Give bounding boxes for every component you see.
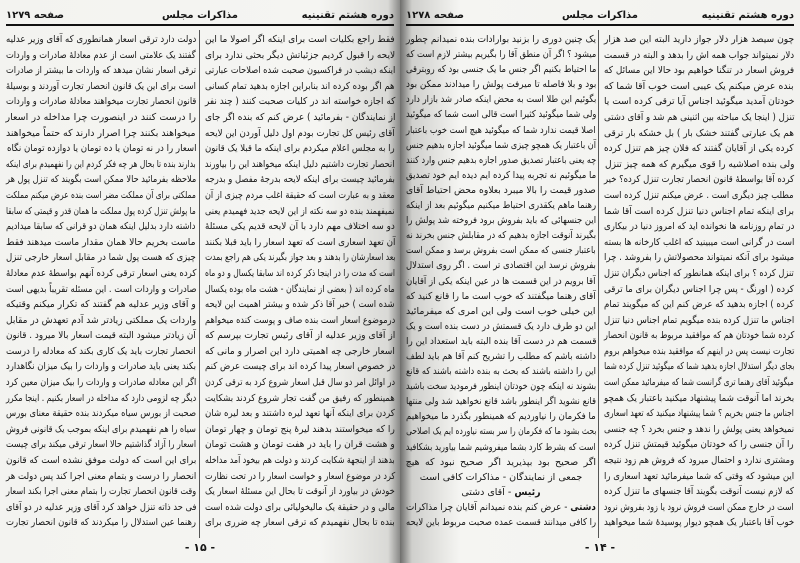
text-line bbox=[6, 282, 196, 298]
text-line bbox=[205, 406, 395, 422]
line-text: کرده ) اجازه بدهید که عرض کنم این که میگویند تمام bbox=[604, 299, 794, 311]
text-line bbox=[406, 485, 596, 500]
text-line bbox=[604, 313, 794, 329]
text-line bbox=[6, 188, 196, 204]
line-text: اصلا قیمت ندارد شما که میگوئید هیچ است خوب باعتبار bbox=[406, 124, 596, 136]
line-text: ما احتیاط بکنیم اگر جنس ما یک جنسی بود که روبترقی bbox=[405, 64, 596, 76]
line-text: خودتان آمدید میگوئید اجناس آیا ترقی کرده است یا bbox=[603, 96, 794, 108]
line-text: درموضوع اسعار است بنده صاف و پوست کنده میخواهم bbox=[204, 314, 395, 326]
text-line bbox=[604, 375, 794, 391]
line-text: تجارت نیست پس در اینهم که موافقید بنده میخواهم بروم bbox=[603, 345, 794, 357]
line-text: این میشود که وقتی که شما میفرمائید تعهد اسعاری را bbox=[603, 470, 794, 482]
line-text: دیگر چه لزومی دارد که مداخله در اسعار بکنیم . اینجا مکرر bbox=[5, 392, 196, 404]
text-line bbox=[6, 344, 196, 360]
text-line bbox=[205, 422, 395, 438]
text-line bbox=[406, 228, 596, 243]
line-text: را آن جنسی را که خودتان میگوئید قیمتش تنزل کرده bbox=[604, 439, 794, 451]
line-text: است برای این یک قانون انحصار تجارت آوردند و بوسیلهٔ bbox=[6, 80, 196, 92]
line-text: هم اگر بوده کرده اند بنابراین اجازه بدهید تمام کسانی bbox=[205, 80, 395, 92]
line-text: گفتند یک علامتی است از عدم معادلهٔ صادرات و واردات bbox=[6, 49, 196, 61]
line-text: در تمام روزنامه ها نخوانده اید که امروز دنیا در بیکاری bbox=[603, 221, 794, 233]
volume-title: دوره هشتم تقنینیه bbox=[701, 10, 794, 21]
line-text: برای این است که دولت موفق نشده است که قانون bbox=[5, 455, 196, 467]
text-line bbox=[604, 282, 794, 298]
text-line bbox=[406, 123, 596, 138]
text-line bbox=[205, 204, 395, 220]
page-header bbox=[6, 6, 394, 26]
text-line bbox=[6, 204, 196, 220]
line-text: انحصار تجارت باید یک کاری بکند که معادله را درست bbox=[6, 345, 196, 357]
column-divider bbox=[598, 30, 599, 538]
speaker-name: دشتی bbox=[570, 501, 596, 513]
speech-text: - آقای دشتی bbox=[461, 486, 515, 498]
line-text: معقد و به عبارت است که حقیقة اغلب مردم چیزی از آن bbox=[205, 189, 395, 201]
line-text: اسعار خارجی چه اهمیتی دارد این اصرار و مانی که bbox=[205, 345, 395, 357]
line-text: ومشتری ندارد و احتمال میرود که فروش هم زود نتیجه bbox=[603, 455, 794, 467]
text-line bbox=[6, 313, 196, 329]
line-text: از نمایندگان - بفرمائید ) عرض کنم که بنده اگر جای bbox=[204, 111, 395, 123]
line-text: ماه کرده اند ( بعضی از نمایندگان - هشت ماه بوده یکسال bbox=[205, 283, 395, 295]
text-line bbox=[205, 141, 395, 157]
line-text: دولت دارد ترقی اسعار همانطوری که آقای وزیر عدلیه bbox=[5, 34, 196, 45]
text-line bbox=[406, 274, 596, 289]
text-line bbox=[604, 297, 794, 313]
line-text: بعد اسعارشان را بدهند و بعد جواز بگیرند یکی هم راجع بمدت bbox=[204, 252, 395, 264]
column-left bbox=[406, 32, 596, 530]
text-line bbox=[6, 375, 196, 391]
line-text: اگر این معادله صادرات و واردات را بیک میزان معین کرد bbox=[5, 377, 196, 389]
text-line bbox=[205, 79, 395, 95]
line-text: اسعار را آزاد گذاشتیم حالا اسعار ترقی میکند برای چیست bbox=[5, 439, 196, 451]
text-line bbox=[604, 515, 794, 531]
text-line bbox=[406, 258, 596, 273]
line-text: این را داشته باشند که بحث به بنده داشته باشند که قانع bbox=[406, 366, 596, 378]
line-text: ما میگوئیم نه تجربه پیدا کرده ایم دیده ایم خود تصدیق bbox=[405, 169, 596, 181]
text-line bbox=[604, 328, 794, 344]
text-line bbox=[406, 409, 596, 424]
text-line bbox=[205, 126, 395, 142]
line-text: چون سیصد هزار دلار جواز دارید البته این صد هزار bbox=[603, 34, 794, 45]
text-line bbox=[604, 204, 794, 220]
text-line bbox=[205, 188, 395, 204]
line-text: ما پولش تنزل کرده پول مملکت ما همان قدر و قیمتی که سابقا bbox=[6, 205, 196, 217]
line-text: را که میخواستند بدهند لیرهٔ پنج تومان و چهار تومان bbox=[205, 423, 395, 435]
column-divider bbox=[199, 30, 200, 538]
text-line bbox=[205, 219, 395, 235]
text-line bbox=[205, 250, 395, 266]
text-line bbox=[205, 469, 395, 485]
line-text: میشود برای آنکه نمیتواند محصولاتش را بفروشد . چرا bbox=[603, 252, 794, 264]
text-line bbox=[604, 453, 794, 469]
text-line bbox=[406, 213, 596, 228]
text-line bbox=[406, 334, 596, 349]
text-line bbox=[604, 188, 794, 204]
text-line bbox=[205, 375, 395, 391]
running-title: مذاکرات مجلس bbox=[161, 10, 238, 21]
line-text: نمیفهمند بنده دو سه نکته از این لایحه جدید فهمیدم یعنی bbox=[205, 205, 395, 217]
line-text: هم یک عبارتی گفتند خشک بار ) بل خشکه بار ترقی bbox=[604, 127, 794, 139]
text-line bbox=[205, 172, 395, 188]
line-text: باعتبار جنسی که ممکن است بفروش برسد و ممکن است bbox=[406, 245, 596, 257]
page-label: صفحه ۱۲۷۸ bbox=[406, 10, 465, 21]
line-text: کرده شما خودتان هم که موافقید مربوط به قانون انحصار bbox=[603, 330, 794, 342]
text-line bbox=[604, 94, 794, 110]
text-line bbox=[604, 359, 794, 375]
line-text: فروش اسعار در تنگنا خواهیم بود حالا این مسائل که bbox=[603, 65, 794, 77]
text-line bbox=[6, 266, 196, 282]
line-text: را کافی میدانند قسمت عمده صحبت مربوط باین لایحه bbox=[405, 517, 596, 528]
text-line bbox=[6, 94, 196, 110]
line-text: چیزی که هست پول شما در مقابل اسعار خارجی تنزل bbox=[6, 252, 196, 264]
line-text: آن باعتبار یک همچو چیزی شما میگوئید اجازه بدهیم جنس bbox=[406, 139, 596, 151]
line-text: بفروش نرسد این اقتصادی تر است . اگر روی استدلال bbox=[406, 260, 596, 272]
line-text: فی حد ذاته تنزل خواهد کرد آقای وزیر عدلیه در دو آقای bbox=[5, 501, 196, 513]
line-text: نمیخواهد یعنی پولش را ندهد و جنس بخرد ؟ چه جنسی bbox=[603, 423, 794, 435]
line-text: یک چنین دوری را بزنید بوارادات بنده نمیدانم چطور bbox=[405, 34, 596, 45]
text-line bbox=[604, 141, 794, 157]
text-line bbox=[205, 484, 395, 500]
speech-text: - عرض کنم بنده نمیدانم آقایان چرا مذاکرات bbox=[406, 501, 571, 513]
line-text: خوب آقا باعتبار یک همچو دیوار پوسیدهٔ شما میخواهید bbox=[603, 517, 794, 529]
line-text: میشود ؟ اگر آن منطق آقا را بگیریم بیشتر لازم است که bbox=[405, 49, 596, 61]
text-line bbox=[406, 455, 596, 470]
line-text: آقا برویم در این قسمت ها در عین اینکه یکی از آقایان bbox=[406, 275, 596, 287]
page-header bbox=[406, 6, 794, 26]
line-text: است در گرانی است میبینید که اغلب کارخانه ها بسته bbox=[603, 236, 794, 248]
line-text: این دو طرف دارد یک قسمتش در دست بنده است و یک bbox=[406, 320, 596, 332]
text-line bbox=[406, 349, 596, 364]
text-line bbox=[205, 359, 395, 375]
text-line bbox=[406, 153, 596, 168]
line-text: اینکه دیشب در فراکسیون صحبت شده اصلاحات عبارتی bbox=[204, 65, 395, 77]
text-line bbox=[6, 500, 196, 516]
line-text: ترقی اسعار نشان میدهد که واردات ما بیشتر از صادرات bbox=[5, 65, 196, 77]
text-line bbox=[6, 328, 196, 344]
text-line bbox=[604, 250, 794, 266]
text-line bbox=[604, 500, 794, 516]
line-text: و هشت قران را باید در هفت تومان و هشت تومان bbox=[205, 439, 395, 451]
line-text: ولی شما میگوئید کثیرا است قالی است شما که میگوئید bbox=[405, 109, 596, 121]
line-text: اجناس ما جنس بخریم ؟ شما پیشنهاد میکنید که تعهد اسعاری bbox=[604, 408, 794, 420]
line-text: در اوائل امر دو سال قبل اسعار شروع کرد به ترقی کردن bbox=[204, 377, 395, 389]
line-text: بکند یعنی باید صادرات و واردات را بیک میزان نگاهدارد bbox=[6, 361, 196, 373]
text-line bbox=[6, 141, 196, 157]
text-line bbox=[604, 344, 794, 360]
text-line bbox=[6, 422, 196, 438]
line-text: بفرمائید چیست برای اینکه لایحه بدرجهٔ مفصل و بدرجه bbox=[205, 174, 395, 186]
text-line bbox=[604, 235, 794, 251]
header-rule bbox=[406, 24, 794, 26]
line-text: در خصوص اسعار پیدا کرده اند برای چیست عرض کنم bbox=[204, 361, 395, 373]
text-line bbox=[604, 266, 794, 282]
text-line bbox=[205, 344, 395, 360]
line-text: است که بشرط کارد بشما میفروشیم شما بیاورید بشکافید bbox=[406, 441, 596, 453]
line-text: این جنسهائی که باید بفروش برود فروخته شد پولش را bbox=[405, 215, 596, 227]
text-line bbox=[406, 424, 596, 439]
line-text: است در خارج ممکن است فروش نرود یا زود بفروش نرود bbox=[604, 501, 794, 513]
text-line bbox=[6, 437, 196, 453]
text-line bbox=[604, 391, 794, 407]
text-line bbox=[406, 394, 596, 409]
text-line bbox=[406, 243, 596, 258]
line-text: برای اینکه تمام اجناس دنیا تنزل کرده است آقا شما bbox=[603, 205, 794, 217]
running-title: مذاکرات مجلس bbox=[561, 10, 638, 21]
text-line bbox=[6, 126, 196, 142]
text-line bbox=[205, 328, 395, 344]
text-line bbox=[406, 107, 596, 122]
line-text: این خیلی خوب است ولی این امری که میفرمائید bbox=[406, 305, 596, 317]
text-line bbox=[604, 172, 794, 188]
line-text: را درست کنند در اینصورت چرا مداخله در اسعار bbox=[5, 111, 196, 123]
line-text: صدور قیمت را بالا میبرد بعلاوه محض احتیاط آقای bbox=[406, 184, 596, 196]
line-text: بنده عرض میکنم یک عیبی است خوب آقا شما که bbox=[604, 80, 794, 92]
text-line bbox=[6, 359, 196, 375]
text-line bbox=[406, 440, 596, 455]
line-text: دو سه اختلاف مهم دارد با آن لایحه قدیم یکی مسئلهٔ bbox=[205, 221, 395, 233]
column-right bbox=[604, 32, 794, 531]
line-text: بدهند از اینجهة شکایت کردند و دولت هم بیخود آمد مداخله bbox=[205, 455, 395, 467]
line-text: و آقای وزیر عدلیه هم گفتند که تکرار میکنم وقتیکه bbox=[6, 299, 196, 311]
text-line bbox=[205, 110, 395, 126]
line-text: کرد در موضوع اسعار و خواست اسعار را در تحت نظارت bbox=[204, 470, 395, 482]
text-line bbox=[6, 453, 196, 469]
text-line bbox=[6, 32, 196, 48]
text-line bbox=[604, 63, 794, 79]
text-line bbox=[604, 219, 794, 235]
line-text: دلار نمیتواند جواب همه اش را بدهد و البته در قسمت bbox=[603, 49, 794, 61]
line-text: قانون انحصار تجارت میخواهند معادلهٔ صادرات و واردات bbox=[5, 96, 196, 108]
speaker-name: رئیس bbox=[514, 486, 541, 498]
line-text: که لازم نیست آنوقت بگویند آقا جنسهای ما تنزل کرده bbox=[604, 486, 794, 498]
line-text: اجناس ما تنزل کرده بنده میگویم تمام اجناس دنیا تنزل bbox=[603, 314, 794, 326]
text-line bbox=[6, 63, 196, 79]
line-text: واردات یک مملکتی زیادتر شد آدم تعهدش در مقابل bbox=[5, 314, 196, 326]
line-text: فقط راجع بکلیات است برای اینکه اگر اصولا ما این bbox=[205, 34, 395, 45]
line-text: میخواهند بکنند چرا اصرار دارند که حتماً میخواهند bbox=[6, 127, 196, 139]
line-text: بود و بلا فاصله تا میرفت پولش را میدادند ممکن بود bbox=[405, 79, 596, 91]
line-text: رهنما ماهم یکقدری احتیاط میکنیم میگوئیم بعد از اینکه bbox=[405, 200, 596, 212]
text-line bbox=[406, 92, 596, 107]
text-line bbox=[406, 32, 596, 47]
line-text: از آقای وزیر عدلیه از آقای رئیس تجارت بپرسم که bbox=[204, 330, 395, 342]
text-line bbox=[205, 391, 395, 407]
text-line bbox=[604, 79, 794, 95]
line-text: صادرات و واردات است . این مسئله تقریباً بدیهی است bbox=[5, 283, 196, 295]
interjection: جمعی از نمایندگان - مذاکرات کافی است bbox=[419, 471, 583, 483]
text-line bbox=[6, 484, 196, 500]
text-line bbox=[6, 469, 196, 485]
line-text: شده است ) خیر آقا ذکر شده و بیشتر اهمیت این لایحه bbox=[205, 299, 395, 311]
text-line bbox=[6, 48, 196, 64]
line-text: را به مجلس اعلام میکردم برای اینکه ما قبلا یک قانون bbox=[205, 143, 395, 155]
text-line bbox=[205, 235, 395, 251]
text-line bbox=[6, 297, 196, 313]
text-line bbox=[604, 437, 794, 453]
line-text: رهنما عین استدلال را میکردند که قانون انحصار تجارت bbox=[6, 517, 196, 529]
text-line bbox=[406, 138, 596, 153]
line-text: داشته دارد بدلیل اینکه همان دو قرانی که سابقا میدادیم bbox=[6, 221, 196, 233]
text-line bbox=[205, 297, 395, 313]
text-line bbox=[604, 469, 794, 485]
text-line bbox=[604, 406, 794, 422]
line-text: آقای رهنما میگفتند که خوب است ما را قانع کنید که bbox=[406, 290, 596, 302]
header-rule bbox=[6, 24, 394, 26]
text-line bbox=[604, 32, 794, 48]
line-text: ملاحظه بفرمائید حالا ممکن است بگویند که تنزل پول هر bbox=[5, 174, 196, 186]
line-text: کرده آقا بواسطهٔ قانون انحصار تجارت تنزل کرده؟ خیر bbox=[603, 174, 794, 186]
text-line bbox=[6, 406, 196, 422]
line-text: آقای رئیس کل تجارت بودم اول دلیل آوردن این لایحه bbox=[205, 127, 395, 139]
text-line bbox=[6, 235, 196, 251]
text-line bbox=[6, 391, 196, 407]
text-line bbox=[205, 282, 395, 298]
line-text: کرده یکی از آقایان گفتند که فلان چیز هم تنزل کرده bbox=[604, 143, 794, 155]
line-text: آن تعهد اسعاری است که تعهد اسعار را باید قبلا بکنند bbox=[204, 236, 395, 248]
line-text: میگوئید آقای رهنما تری گرانست شما که میفرمائید ممکن است bbox=[604, 377, 794, 389]
line-text: تنزل کرده ؟ برای اینکه همانطور که اجناس دیگران تنزل bbox=[604, 267, 794, 279]
line-text: مطلب چیز دیگری است . عرض میکنم تنزل کرده است bbox=[604, 189, 794, 201]
text-line bbox=[604, 484, 794, 500]
text-line bbox=[6, 157, 196, 173]
right-page bbox=[400, 0, 800, 563]
text-line bbox=[406, 379, 596, 394]
text-line bbox=[406, 515, 596, 530]
line-text: انحصار تجارت داشتیم دلیل اینکه میخواهند این را بیاورند bbox=[205, 158, 395, 170]
text-line bbox=[604, 48, 794, 64]
text-line bbox=[406, 500, 596, 515]
text-line bbox=[406, 470, 596, 485]
line-text: داشته باشم که مطلب را تشریح کنم آقا هم باید لطف bbox=[406, 350, 596, 362]
text-line bbox=[406, 168, 596, 183]
line-text: مالی و در حقیقة یک مالیخولیائی برای دولت شده است bbox=[205, 501, 395, 513]
line-text: است که مدت را در اینجا ذکر کرده اند سابقا یکسال و دو ماه bbox=[204, 267, 395, 279]
page-label: صفحه ۱۲۷۹ bbox=[6, 10, 65, 21]
line-text: قانع نشوید اگر اینطور باشد قانع نخواهید شد ولی منتها bbox=[405, 396, 596, 408]
text-line bbox=[6, 515, 196, 531]
line-text: ما فکرمان را نیاوردیم که همینطور بگذرد ما میخواهیم bbox=[406, 411, 596, 423]
text-line bbox=[6, 250, 196, 266]
line-text: صحبت از بورس سیاه میکردند بنده حقیقة معنای بورس bbox=[5, 408, 196, 420]
text-line bbox=[406, 319, 596, 334]
text-line bbox=[604, 422, 794, 438]
line-text: مملکتی برای آن مملکت مضر است بنده عرض میکنم مملکت bbox=[6, 189, 196, 201]
line-text: اسعار را در نه تومان یا ده تومان یا دوازده تومان نگاه bbox=[6, 143, 196, 155]
line-text: بشوند نه اینکه چون خودتان اینطور فرمودید سخت باشید bbox=[405, 381, 596, 393]
text-line bbox=[205, 266, 395, 282]
line-text: لایحه را قبول کردیم جزئیاتش دیگر بحثی ندارد برای bbox=[204, 49, 395, 61]
line-text: آن زیادتر میشود البته قیمت اسعار بالا میرود . قانون bbox=[6, 330, 196, 342]
line-text: بگیرند آنوقت اجازه بدهیم که در مقابلش جنس بخرند نه bbox=[405, 230, 596, 242]
text-line bbox=[406, 183, 596, 198]
line-text: که اجازه خواسته اند در کلیات صحبت کنند ( چند نفر bbox=[204, 96, 395, 108]
text-line bbox=[406, 77, 596, 92]
text-line bbox=[6, 79, 196, 95]
line-text: بگوئیم این طلا است به محض اینکه صادر شد بازار دارد bbox=[405, 94, 596, 106]
volume-title: دوره هشتم تقنینیه bbox=[301, 10, 394, 21]
line-text: بدارند بنده تا بحال هر چه فکر کردم این را نفهمیدم برای اینکه bbox=[6, 158, 196, 170]
text-line bbox=[604, 126, 794, 142]
text-line bbox=[205, 437, 395, 453]
text-line bbox=[205, 94, 395, 110]
text-line bbox=[406, 62, 596, 77]
text-line bbox=[205, 515, 395, 531]
column-left bbox=[6, 32, 196, 531]
text-line bbox=[406, 304, 596, 319]
page-number: - ۱۵ - bbox=[184, 541, 216, 554]
line-text: سیاه را هم نفهمیدم برای اینکه بموجب یک قانونی فروش bbox=[6, 423, 196, 435]
column-right bbox=[205, 32, 395, 531]
line-text: قسمت هم در دست آقا بنده البته باید استعداد این را bbox=[405, 335, 596, 347]
text-line bbox=[406, 289, 596, 304]
text-line bbox=[205, 157, 395, 173]
line-text: کرده ( اورنگ - پس چرا اجناس دیگران برای ما ترقی bbox=[604, 283, 794, 295]
text-line bbox=[205, 48, 395, 64]
line-text: بنده تا بحال نفهمیدم که ترقی اسعار چه ضرری برای bbox=[205, 517, 395, 529]
text-line bbox=[406, 364, 596, 379]
text-line bbox=[406, 198, 596, 213]
text-line bbox=[205, 32, 395, 48]
text-line bbox=[406, 47, 596, 62]
line-text: ولی بنده اصلاشیه را قوی میگیرم که همه چیز تنزل bbox=[604, 158, 794, 170]
line-text: بجای دیگر استدلال اجازه بدهید شما که میگوئید تنزل کرده شما bbox=[603, 361, 794, 373]
line-text: بحث بشود ما که فکرمان را سر بسته نیاورده ایم یک اصلاحی bbox=[405, 426, 596, 438]
line-text: وقت قانون انحصار تجارت را بتمام معنی اجرا بکند اسعار bbox=[5, 486, 196, 498]
text-line bbox=[604, 157, 794, 173]
line-text: ماست بخریم حالا همان مقدار ماست میدهند فقط bbox=[6, 236, 196, 248]
line-text: انحصار را درست و بتمام معنی اجرا کند پس دولت هر bbox=[5, 470, 196, 482]
text-line bbox=[6, 172, 196, 188]
line-text: خودش در بیاورد از آنوقت تا بحال این مسئلهٔ اسعار یک bbox=[205, 486, 395, 498]
line-text: کرده یعنی اسعار ترقی کرده آنهم بواسطهٔ عدم معادلهٔ bbox=[5, 267, 196, 279]
line-text: همینطور که رفیق من گفت تجار شروع کردند بشکایت bbox=[205, 392, 395, 404]
text-line bbox=[6, 219, 196, 235]
line-text: اگر صحیح بود بپذیرید اگر صحیح نبود که هیچ bbox=[405, 456, 596, 468]
text-line bbox=[205, 453, 395, 469]
text-line bbox=[205, 500, 395, 516]
line-text: کردن برای اینکه آنها تعهد لیره داشتند و بعد لیره شان bbox=[205, 408, 395, 420]
text-line bbox=[205, 313, 395, 329]
line-text: چه یعنی باعتبار تصدیق صدور اجازه بدهیم جنس وارد کنند bbox=[405, 154, 596, 166]
page-number: - ۱۴ - bbox=[584, 541, 616, 554]
text-line bbox=[205, 63, 395, 79]
text-line bbox=[604, 110, 794, 126]
line-text: بخرند اما آنوقت شما پیشنهاد میکنید باعتبار یک همچو bbox=[603, 392, 794, 404]
text-line bbox=[6, 110, 196, 126]
line-text: تنزل ( اینجا یک مباحثه بین اثنینی هم شد و آقای دشتی bbox=[603, 111, 794, 123]
